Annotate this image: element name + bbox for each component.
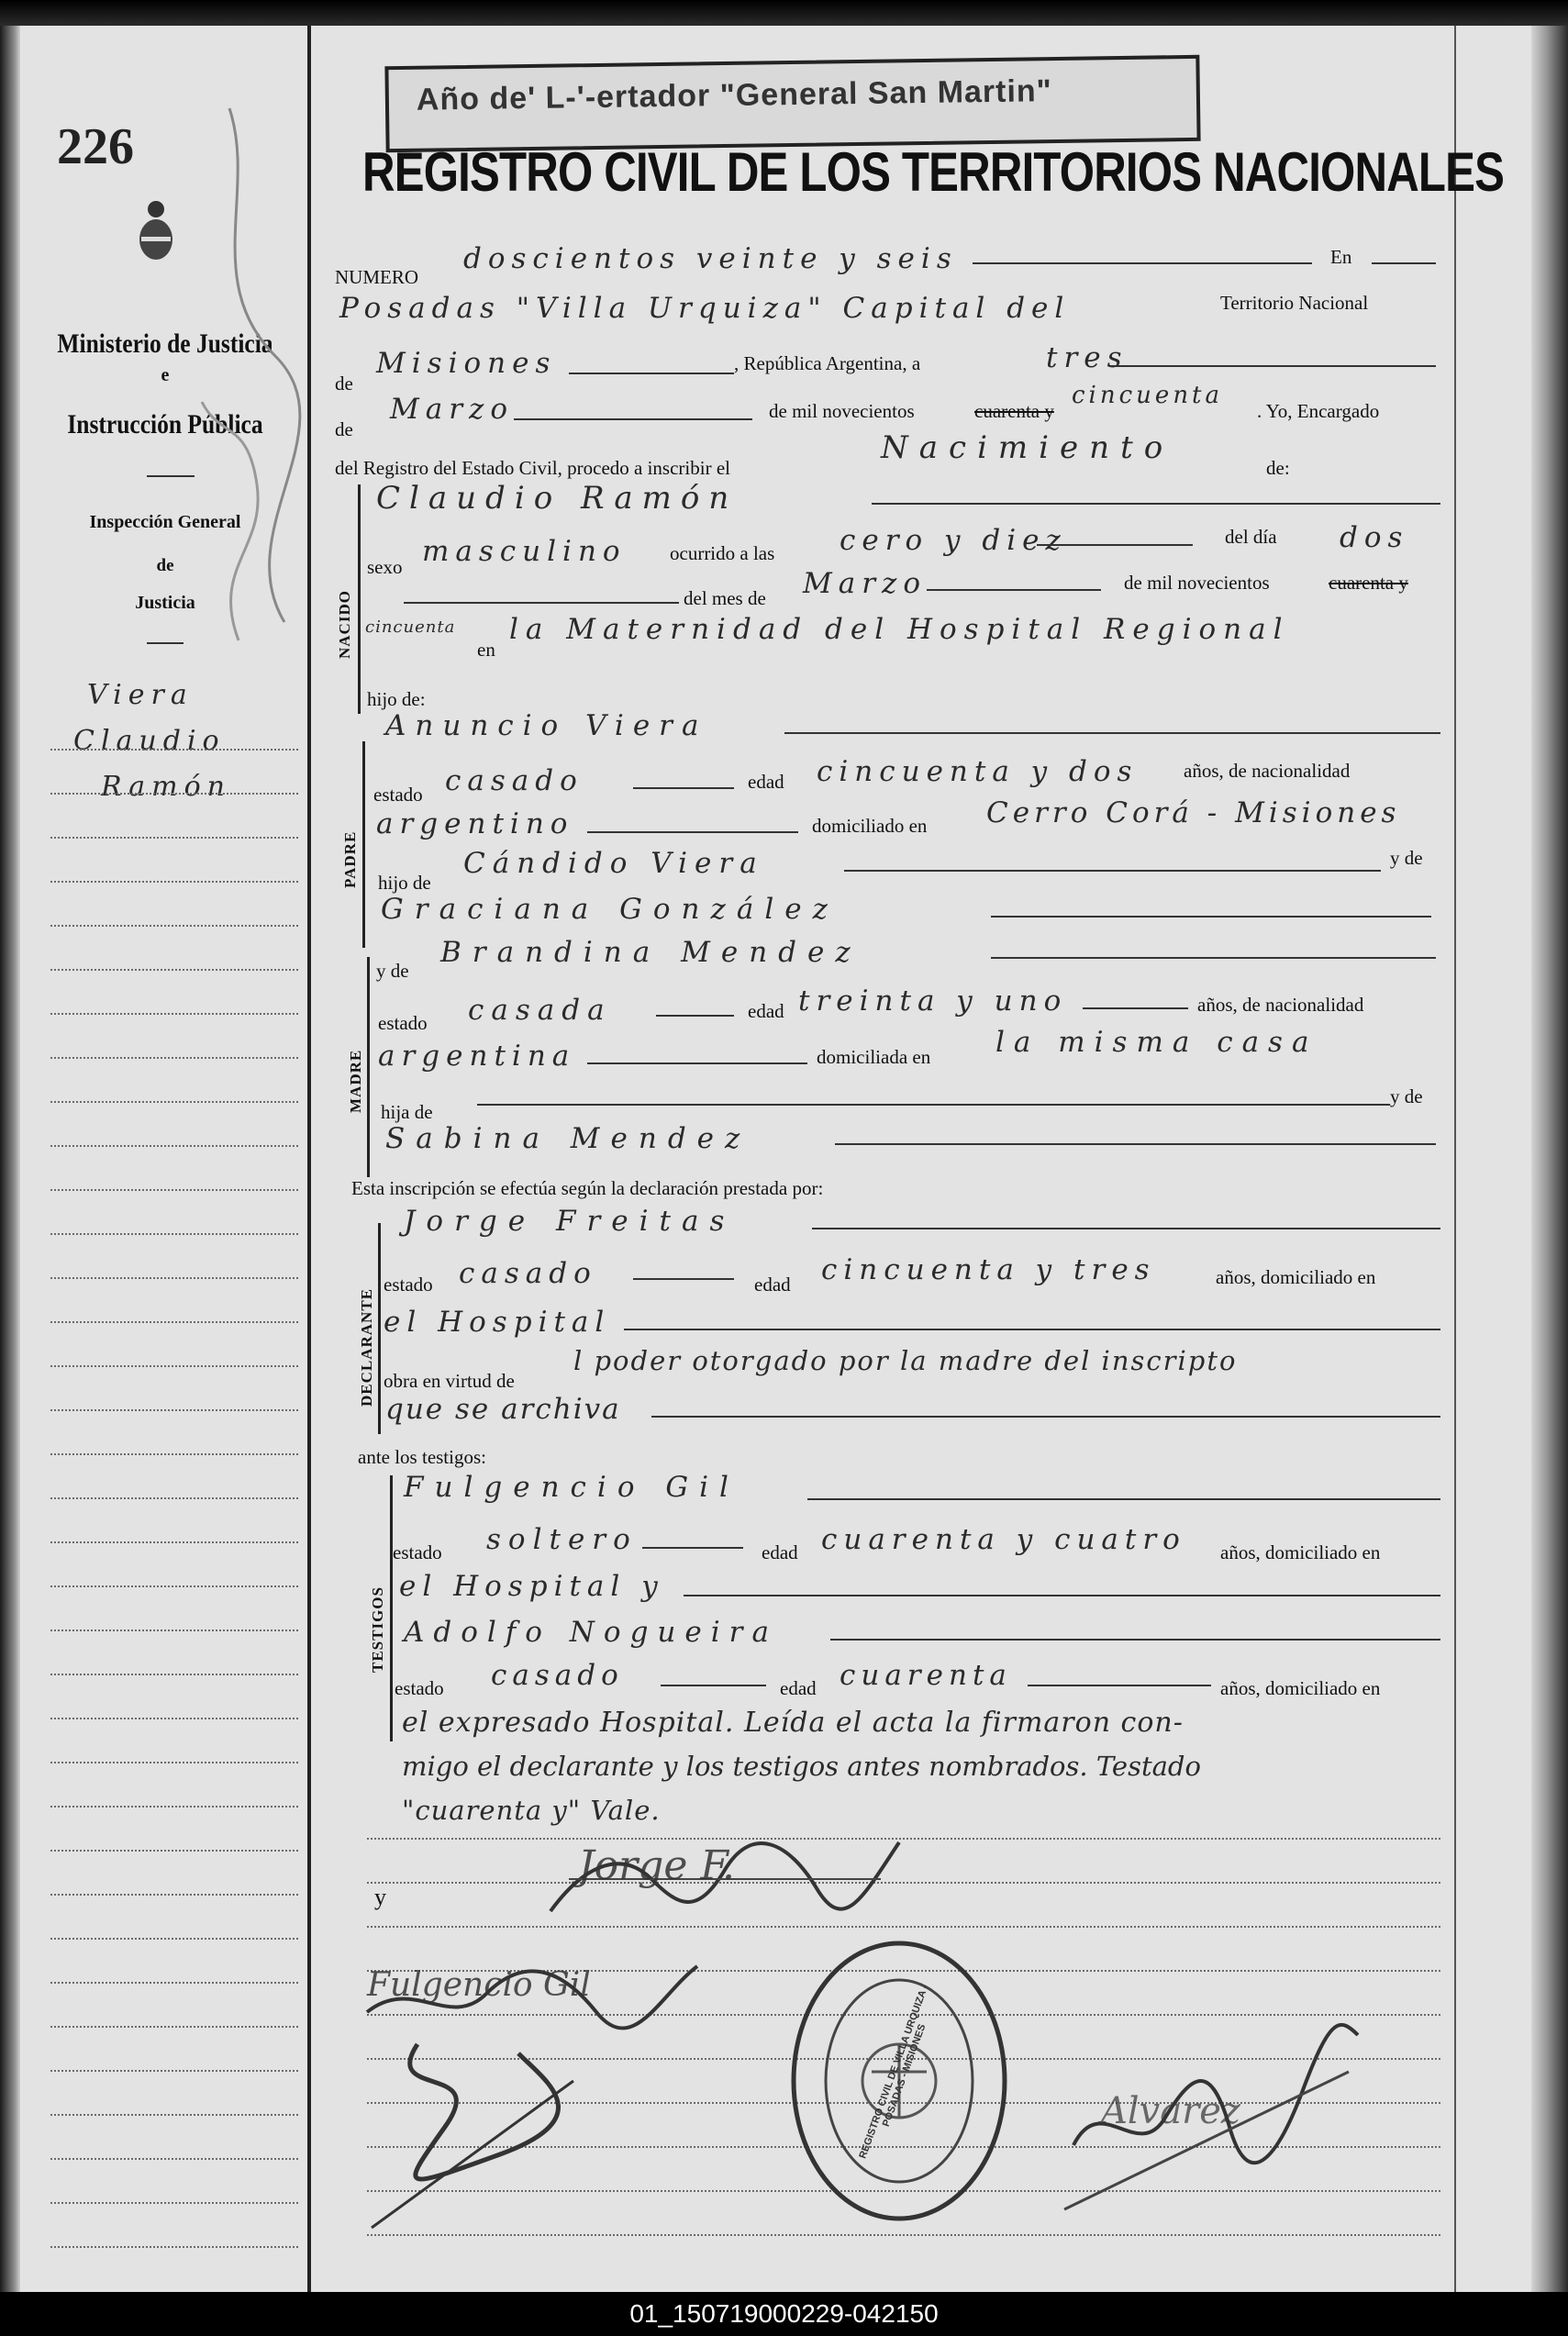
hour-value: cero y diez — [840, 524, 1067, 557]
hijo-label: hijo de: — [367, 688, 426, 710]
madre-edad-label: edad — [748, 1000, 784, 1022]
declarante-domicilio-value: el Hospital — [384, 1306, 611, 1339]
left-ruled-line — [50, 1630, 298, 1631]
declarante-estado-dash — [633, 1278, 734, 1280]
left-ruled-line — [50, 2070, 298, 2072]
left-ruled-line — [50, 749, 298, 751]
testigo-1-domicilio-dash — [684, 1595, 1440, 1596]
testigos-label: TESTIGOS — [369, 1586, 386, 1673]
second-witness-signature — [362, 2026, 583, 2237]
year-value: cincuenta — [1072, 382, 1224, 409]
margin-pencil-mark — [119, 53, 321, 695]
birth-day-value: dos — [1340, 521, 1409, 554]
padre-edad-value: cincuenta y dos — [817, 755, 1139, 788]
testigos-bracket — [390, 1475, 393, 1741]
nacido-label: NACIDO — [336, 590, 353, 659]
margin-name-line-1: Viera — [87, 679, 194, 711]
closing-line-1: el expresado Hospital. Leída el acta la firmaron con- — [402, 1707, 1184, 1739]
yo-label: . Yo, Encargado — [1257, 400, 1380, 422]
madre-hija-label: hija de — [381, 1101, 433, 1123]
declarante-estado-value: casado — [459, 1257, 597, 1290]
madre-label: MADRE — [347, 1049, 364, 1113]
testigo-1-name-dash — [807, 1498, 1440, 1500]
madre-edad-value: treinta y uno — [798, 984, 1068, 1018]
signature-y-label: y — [374, 1884, 386, 1910]
testigo-signature-text: Fulgencio Gil — [367, 1966, 591, 2004]
padre-estado-label: estado — [373, 784, 423, 806]
testigo-1-estado-label: estado — [393, 1541, 442, 1563]
left-ruled-line — [50, 925, 298, 927]
year-stamp — [384, 55, 1200, 152]
declarante-obra-label: obra en virtud de — [384, 1370, 515, 1392]
declarante-label: DECLARANTE — [358, 1287, 375, 1407]
ocurrido-label: ocurrido a las — [670, 542, 775, 564]
declarante-obra-dash — [651, 1416, 1440, 1418]
nacido-bracket — [358, 484, 361, 714]
madre-bracket — [367, 957, 370, 1177]
left-ruled-line — [50, 793, 298, 795]
declarante-obra-value: l poder otorgado por la madre del inscripto — [573, 1345, 1238, 1376]
testigo-1-name: Fulgencio Gil — [404, 1471, 740, 1504]
left-ruled-line — [50, 1585, 298, 1587]
testigo-2-estado-label: estado — [395, 1677, 444, 1699]
declarante-signature — [514, 1824, 917, 1934]
padre-edad-label: edad — [748, 771, 784, 793]
padre-yde-label: y de — [1390, 847, 1423, 869]
padre-label: PADRE — [341, 830, 359, 888]
left-ruled-line — [50, 1277, 298, 1279]
de-label: de — [335, 373, 353, 395]
left-ruled-line — [50, 1409, 298, 1411]
declarante-obra-value-2: que se archiva — [385, 1393, 621, 1426]
father-name: Anuncio Viera — [385, 709, 708, 742]
day-value: tres — [1046, 341, 1129, 374]
mother-name-dash — [991, 957, 1436, 959]
left-ruled-line — [50, 2026, 298, 2028]
madre-mother-dash — [835, 1143, 1436, 1145]
republica-label: , República Argentina, a — [734, 352, 921, 374]
padre-nac-dash — [587, 831, 798, 833]
madre-yde-label-2: y de — [1390, 1085, 1423, 1107]
closing-line-2: migo el declarante y los testigos antes nombrados. Testado — [402, 1751, 1201, 1782]
inspection-line-3: Justicia — [135, 593, 195, 613]
testigo-1-estado-dash — [642, 1547, 743, 1549]
testigos-intro: ante los testigos: — [358, 1446, 486, 1468]
left-ruled-line — [50, 1453, 298, 1455]
left-ruled-line — [50, 1806, 298, 1808]
ministry-line-2: e — [161, 365, 170, 385]
de-label-2: de — [335, 418, 353, 440]
testigo-1-edad-value: cuarenta y cuatro — [821, 1523, 1186, 1556]
testigo-1-estado-value: soltero — [486, 1523, 638, 1556]
padre-mother-name: Graciana González — [381, 893, 839, 926]
file-id-footer: 01_150719000229-042150 — [0, 2292, 1568, 2336]
numero-label: NUMERO — [335, 266, 419, 288]
register-title: REGISTRO CIVIL DE LOS TERRITORIOS NACIONALES — [362, 141, 1505, 203]
hour-dash — [1037, 544, 1193, 546]
left-ruled-line — [50, 1674, 298, 1675]
seal-text: REGISTRO CIVIL DE VILLA URQUIZA - POSADAS - MISIONES — [857, 1983, 931, 2161]
left-ruled-line — [50, 1013, 298, 1015]
birth-month-value: Marzo — [803, 567, 928, 600]
register-page — [0, 26, 1568, 2292]
sexo-value: masculino — [422, 535, 627, 568]
left-ruled-line — [50, 1145, 298, 1147]
testigo-2-name: Adolfo Nogueira — [404, 1616, 778, 1649]
nacido-en-label: en — [477, 639, 495, 661]
left-ruled-line — [50, 1321, 298, 1323]
left-ruled-line — [50, 1718, 298, 1719]
madre-nac-dash — [587, 1062, 807, 1064]
numero-value: doscientos veinte y seis — [463, 242, 958, 275]
testigo-2-edad-dash — [1028, 1685, 1211, 1686]
left-ruled-line — [50, 1762, 298, 1763]
madre-hija-dash — [477, 1104, 1390, 1106]
declarante-anos-label: años, domiciliado en — [1216, 1266, 1376, 1288]
left-ruled-line — [50, 1101, 298, 1103]
nacido-name-dash — [872, 503, 1440, 505]
birth-year-value: cincuenta — [365, 617, 456, 637]
dia-label: del día — [1225, 526, 1277, 548]
testigo-2-estado-value: casado — [491, 1659, 624, 1692]
declarante-domicilio-dash — [624, 1329, 1440, 1330]
padre-hijo-label: hijo de — [378, 872, 431, 894]
left-ruled-line — [50, 969, 298, 971]
father-name-dash — [784, 732, 1440, 734]
testigo-1-domicilio: el Hospital y — [399, 1570, 664, 1603]
padre-mother-dash — [991, 916, 1431, 918]
madre-estado-value: casada — [468, 994, 612, 1027]
page-number: 226 — [57, 118, 134, 175]
right-margin-line — [1454, 26, 1456, 2292]
padre-estado-value: casado — [445, 764, 584, 797]
month-value: Marzo — [390, 393, 515, 426]
madre-nacionalidad-value: argentina — [378, 1040, 576, 1073]
padre-father-dash — [844, 870, 1381, 872]
left-ruled-line — [50, 1057, 298, 1059]
inspection-line-1: Inspección General — [89, 512, 241, 532]
left-ruled-line — [50, 1938, 298, 1940]
year-stamp-text: Año de' L-'-ertador "General San Martin" — [416, 73, 1053, 117]
mother-name: Brandina Mendez — [440, 936, 862, 969]
registro-label: del Registro del Estado Civil, procedo a inscribir el — [335, 457, 730, 479]
left-ruled-line — [50, 1497, 298, 1499]
declarante-name: Jorge Freitas — [404, 1205, 736, 1238]
closing-line-3: "cuarenta y" Vale. — [402, 1795, 661, 1826]
testigo-2-anos-label: años, domiciliado en — [1220, 1677, 1381, 1699]
madre-estado-dash — [656, 1015, 734, 1017]
mil-label: de mil novecientos — [769, 400, 915, 422]
left-ruled-line — [50, 1850, 298, 1852]
padre-nacionalidad-value: argentino — [376, 807, 574, 840]
scan-top-edge — [0, 0, 1568, 26]
padre-domiciliado-label: domiciliado en — [812, 815, 928, 837]
testigo-2-estado-dash — [661, 1685, 766, 1686]
padre-anos-label: años, de nacionalidad — [1184, 760, 1351, 782]
civil-registry-seal — [784, 1934, 1014, 2228]
de-colon: de: — [1266, 457, 1290, 479]
act-type: Nacimiento — [881, 429, 1174, 466]
left-ruled-line — [50, 1894, 298, 1896]
mes-dash-pre — [404, 602, 679, 604]
scan-right-edge — [1531, 26, 1568, 2292]
testigo-2-edad-value: cuarenta — [840, 1659, 1012, 1692]
padre-domicilio-value: Cerro Corá - Misiones — [986, 796, 1401, 829]
madre-yde-label: y de — [376, 960, 409, 982]
testigo-2-edad-label: edad — [780, 1677, 817, 1699]
territorio-dash — [569, 373, 734, 374]
madre-anos-label: años, de nacionalidad — [1197, 994, 1364, 1016]
territorio-label: Territorio Nacional — [1220, 292, 1369, 314]
testigo-1-anos-label: años, domiciliado en — [1220, 1541, 1381, 1563]
cuarenta-struck: cuarenta y — [974, 400, 1054, 422]
ministry-line-1: Ministerio de Justicia — [57, 328, 273, 359]
left-ruled-line — [50, 2246, 298, 2248]
margin-name-line-3: Ramón — [101, 771, 231, 803]
ministry-line-3: Instrucción Pública — [67, 409, 263, 439]
left-ruled-line — [50, 1982, 298, 1984]
sexo-label: sexo — [367, 556, 403, 578]
left-ruled-line — [50, 2202, 298, 2204]
en-dash — [1372, 262, 1436, 264]
officer-signature — [1037, 1980, 1367, 2219]
en-label: En — [1330, 246, 1352, 268]
scan-left-edge — [0, 26, 20, 2292]
declarante-bracket — [378, 1223, 381, 1434]
padre-father-name: Cándido Viera — [463, 847, 764, 880]
declarante-estado-label: estado — [384, 1274, 433, 1296]
left-ruled-line — [50, 1233, 298, 1235]
numero-dash — [973, 262, 1312, 264]
left-ruled-line — [50, 1365, 298, 1367]
nacido-cuarenta-struck: cuarenta y — [1329, 572, 1408, 594]
left-ruled-line — [50, 881, 298, 883]
nacido-mil-label: de mil novecientos — [1124, 572, 1270, 594]
margin-name-line-2: Claudio — [73, 725, 226, 757]
testigo-2-name-dash — [830, 1639, 1440, 1641]
madre-mother-name: Sabina Mendez — [385, 1122, 751, 1155]
left-ruled-line — [50, 1541, 298, 1543]
territorio-value: Misiones — [376, 347, 557, 380]
birth-month-dash — [927, 589, 1101, 591]
padre-bracket — [362, 741, 365, 948]
declarante-edad-value: cincuenta y tres — [821, 1253, 1156, 1286]
left-ruled-line — [50, 2114, 298, 2116]
testigo-1-edad-label: edad — [762, 1541, 798, 1563]
nacido-name: Claudio Ramón — [376, 480, 739, 517]
madre-domicilio-value: la misma casa — [995, 1026, 1318, 1059]
madre-edad-dash — [1083, 1007, 1188, 1009]
left-ruled-line — [50, 2158, 298, 2160]
day-dash — [1110, 365, 1436, 367]
mes-label: del mes de — [684, 587, 766, 609]
declarante-name-dash — [812, 1228, 1440, 1229]
declarante-edad-label: edad — [754, 1274, 791, 1296]
declarante-intro: Esta inscripción se efectúa según la declaración prestada por: — [351, 1177, 824, 1199]
madre-estado-label: estado — [378, 1012, 428, 1034]
officer-signature-text: Alvarez — [1101, 2090, 1240, 2132]
madre-domiciliada-label: domiciliada en — [817, 1046, 931, 1068]
month-dash — [514, 418, 752, 420]
inspection-line-2: de — [156, 556, 174, 575]
left-ruled-line — [50, 1189, 298, 1191]
padre-estado-dash — [633, 787, 734, 789]
declarante-signature-text: Jorge F. — [578, 1842, 736, 1889]
birth-place-value: la Maternidad del Hospital Regional — [509, 613, 1290, 646]
left-ruled-line — [50, 837, 298, 839]
place-value: Posadas "Villa Urquiza" Capital del — [339, 292, 1071, 325]
